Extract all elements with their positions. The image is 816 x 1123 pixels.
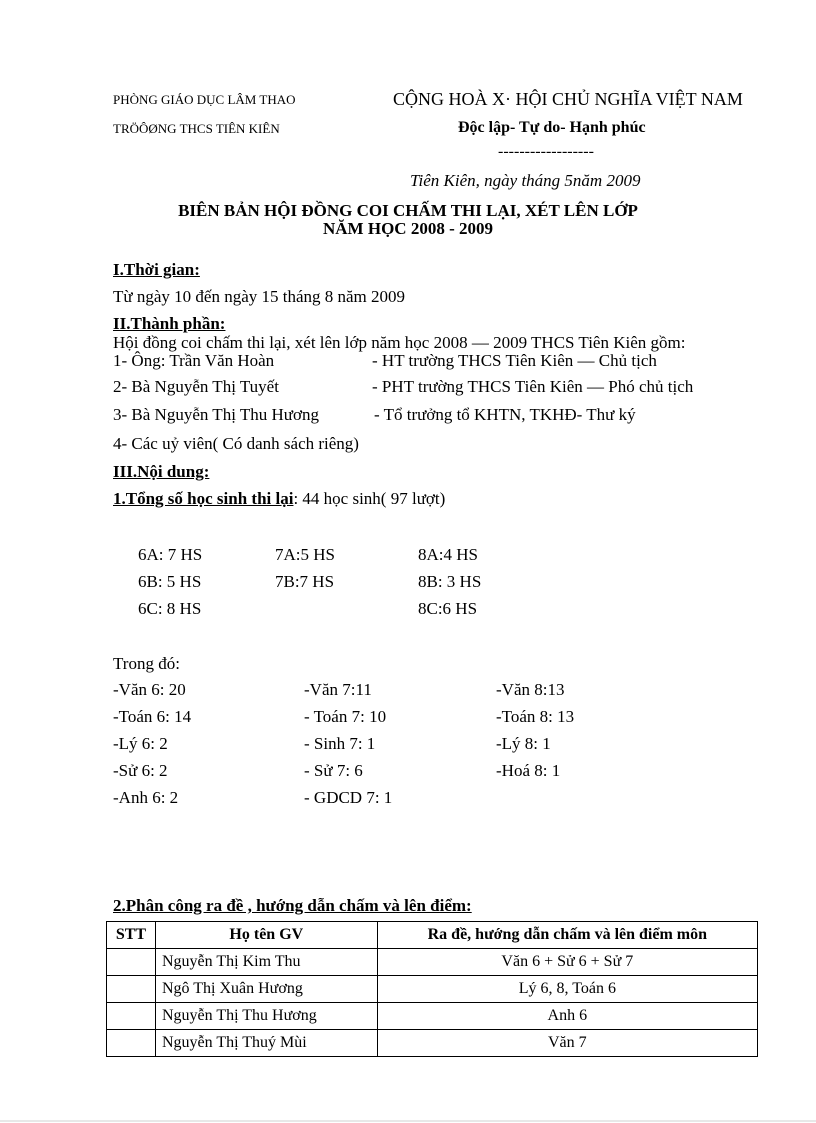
section-3-heading: III.Nội dung: [113, 462, 210, 481]
table-row [107, 976, 758, 1003]
document-title-line-1: BIÊN BẢN HỘI ĐỒNG COI CHẤM THI LẠI, XÉT LÊN LỚP [178, 201, 638, 220]
class-cell: 8A:4 HS [418, 545, 478, 564]
cell-teacher: Ngô Thị Xuân Hương [155, 976, 377, 1003]
subject-cell: -Anh 6: 2 [113, 788, 179, 807]
nation-line-2: Độc lập- Tự do- Hạnh phúc [458, 119, 646, 136]
subject-cell: -Văn 8:13 [496, 680, 565, 699]
table-row [107, 1003, 758, 1030]
subject-cell: -Lý 8: 1 [496, 734, 551, 753]
org-line-2: TRÖÔØNG THCS TIÊN KIÊN [113, 121, 280, 136]
section-1-heading: I.Thời gian: [113, 260, 200, 279]
cell-stt [107, 949, 156, 976]
org-line-1: PHÒNG GIÁO DỤC LÂM THAO [113, 92, 296, 107]
subject-cell: -Toán 6: 14 [113, 707, 192, 726]
subjects-label: Trong đó: [113, 654, 180, 673]
subject-cell: -Văn 6: 20 [113, 680, 186, 699]
section-1-text: Từ ngày 10 đến ngày 15 tháng 8 năm 2009 [113, 287, 406, 306]
header-stt: STT [107, 922, 156, 949]
class-cell: 6B: 5 HS [138, 572, 202, 591]
page-bottom-edge [0, 1120, 816, 1122]
section-3-sub2-heading: 2.Phân công ra đề , hướng dẫn chấm và lên điểm: [113, 896, 472, 915]
cell-stt [107, 976, 156, 1003]
sub1-heading: 1.Tổng số học sinh thi lại [113, 489, 294, 508]
section-2-heading: II.Thành phần: [113, 314, 226, 333]
section-2-intro: Hội đồng coi chấm thi lại, xét lên lớp năm học 2008 — 2009 THCS Tiên Kiên gồm: [113, 333, 686, 352]
class-cell: 8C:6 HS [418, 599, 478, 618]
section-3-sub1 [113, 489, 445, 509]
class-cell: 6C: 8 HS [138, 599, 202, 618]
cell-teacher: Nguyễn Thị Thuý Mùi [155, 1030, 377, 1057]
class-cell: 7A:5 HS [275, 545, 335, 564]
subject-cell: - Sinh 7: 1 [304, 734, 376, 753]
table-row [107, 949, 758, 976]
member-2-role: - PHT trường THCS Tiên Kiên — Phó chủ tịch [372, 377, 694, 396]
members-note: 4- Các uỷ viên( Có danh sách riêng) [113, 434, 359, 453]
subject-cell: - Toán 7: 10 [304, 707, 387, 726]
cell-teacher: Nguyễn Thị Kim Thu [155, 949, 377, 976]
class-cell: 6A: 7 HS [138, 545, 203, 564]
cell-stt [107, 1003, 156, 1030]
subject-cell: -Văn 7:11 [304, 680, 372, 699]
date-line: Tiên Kiên, ngày tháng 5năm 2009 [410, 171, 641, 190]
nation-line-1: CỘNG HOÀ X· HỘI CHỦ NGHĨA VIỆT NAM [393, 89, 743, 109]
header-divider: ------------------ [498, 143, 594, 160]
member-1-role: - HT trường THCS Tiên Kiên — Chủ tịch [372, 351, 657, 370]
subject-cell: -Lý 6: 2 [113, 734, 168, 753]
subject-cell: - GDCD 7: 1 [304, 788, 393, 807]
subject-cell: -Sử 6: 2 [113, 761, 168, 780]
class-cell: 7B:7 HS [275, 572, 335, 591]
cell-subjects: Anh 6 [377, 1003, 757, 1030]
sub1-text: : 44 học sinh( 97 lượt) [293, 489, 446, 508]
cell-teacher: Nguyễn Thị Thu Hương [155, 1003, 377, 1030]
member-3-role: - Tổ trưởng tổ KHTN, TKHĐ- Thư ký [374, 405, 636, 424]
cell-subjects: Văn 6 + Sử 6 + Sử 7 [377, 949, 757, 976]
member-1-name: 1- Ông: Trần Văn Hoàn [113, 351, 275, 370]
subject-cell: - Sử 7: 6 [304, 761, 363, 780]
member-2-name: 2- Bà Nguyễn Thị Tuyết [113, 377, 279, 396]
header-subjects: Ra đề, hướng dẫn chấm và lên điểm môn [377, 922, 757, 949]
cell-subjects: Lý 6, 8, Toán 6 [377, 976, 757, 1003]
class-cell: 8B: 3 HS [418, 572, 482, 591]
cell-stt [107, 1030, 156, 1057]
subject-cell: -Hoá 8: 1 [496, 761, 561, 780]
assignment-table [106, 921, 758, 1057]
header-teacher: Họ tên GV [155, 922, 377, 949]
member-3-name: 3- Bà Nguyễn Thị Thu Hương [113, 405, 319, 424]
cell-subjects: Văn 7 [377, 1030, 757, 1057]
table-row [107, 1030, 758, 1057]
table-header-row [107, 922, 758, 949]
document-title-line-2: NĂM HỌC 2008 - 2009 [323, 219, 493, 238]
subject-cell: -Toán 8: 13 [496, 707, 575, 726]
